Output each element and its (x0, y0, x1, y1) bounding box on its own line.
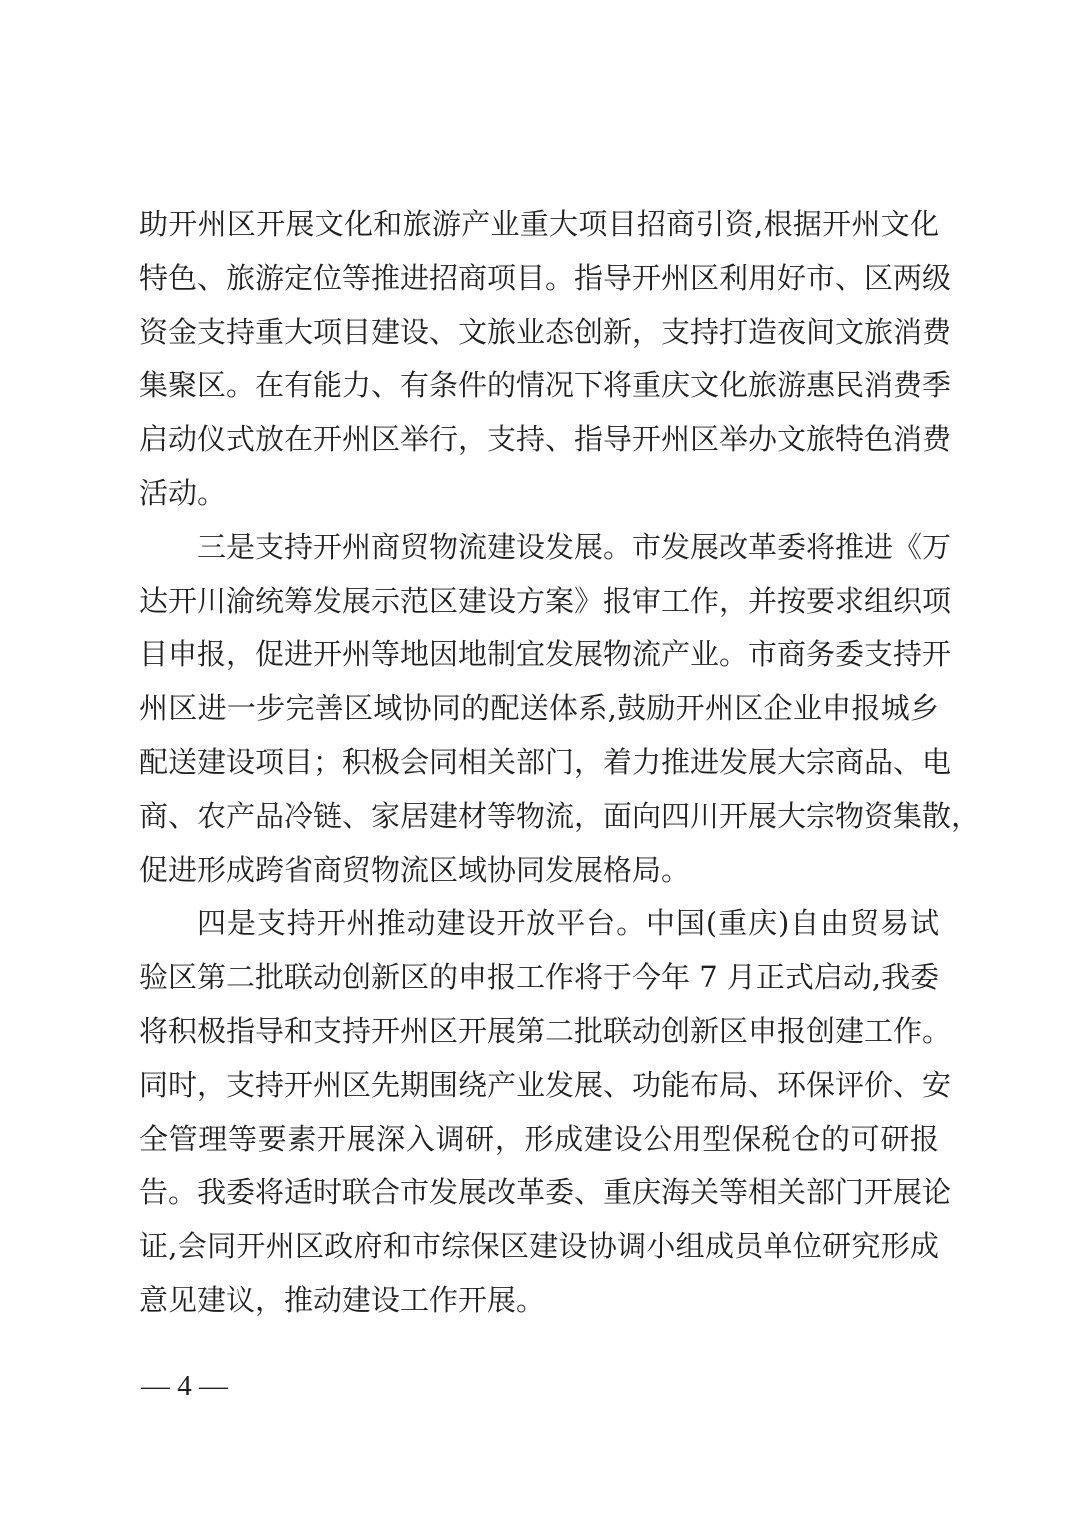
text-line: 目申报，促进开州等地因地制宜发展物流产业。市商务委支持开 (139, 637, 952, 672)
text-line: 特色、旅游定位等推进招商项目。指导开州区利用好市、区两级 (139, 260, 952, 295)
paragraph-start-line: 三是支持开州商贸物流建设发展。市发展改革委将推进《万 (197, 529, 952, 564)
text-line: 州区进一步完善区域协同的配送体系,鼓励开州区企业申报城乡 (139, 691, 939, 726)
text-line: 配送建设项目；积极会同相关部门，着力推进发展大宗商品、电 (139, 744, 952, 779)
text-line: 活动。 (139, 475, 227, 510)
text-line: 商、农产品冷链、家居建材等物流，面向四川开展大宗物资集散， (139, 798, 981, 833)
text-line: 启动仪式放在开州区举行，支持、指导开州区举办文旅特色消费 (139, 422, 952, 457)
text-line: 意见建议，推动建设工作开展。 (139, 1282, 546, 1317)
text-line: 达开川渝统筹发展示范区建设方案》报审工作，并按要求组织项 (139, 583, 952, 618)
text-line: 同时，支持开州区先期围绕产业发展、功能布局、环保评价、安 (139, 1067, 952, 1102)
page-number: — 4 — (141, 1370, 228, 1402)
text-line: 促进形成跨省商贸物流区域协同发展格局。 (139, 852, 691, 887)
paragraph-start-line: 四是支持开州推动建设开放平台。中国(重庆)自由贸易试 (197, 906, 939, 941)
text-line: 集聚区。在有能力、有条件的情况下将重庆文化旅游惠民消费季 (139, 368, 952, 403)
body-text (139, 198, 981, 1328)
text-line: 验区第二批联动创新区的申报工作将于今年 7 月正式启动,我委 (139, 960, 940, 995)
text-line: 资金支持重大项目建设、文旅业态创新，支持打造夜间文旅消费 (139, 314, 952, 349)
text-line: 助开州区开展文化和旅游产业重大项目招商引资,根据开州文化 (139, 207, 939, 241)
text-line: 全管理等要素开展深入调研，形成建设公用型保税仓的可研报 (139, 1121, 939, 1156)
text-line: 将积极指导和支持开州区开展第二批联动创新区申报创建工作。 (139, 1013, 952, 1048)
text-line: 证,会同开州区政府和市综保区建设协调小组成员单位研究形成 (139, 1229, 939, 1264)
text-line: 告。我委将适时联合市发展改革委、重庆海关等相关部门开展论 (139, 1175, 952, 1210)
